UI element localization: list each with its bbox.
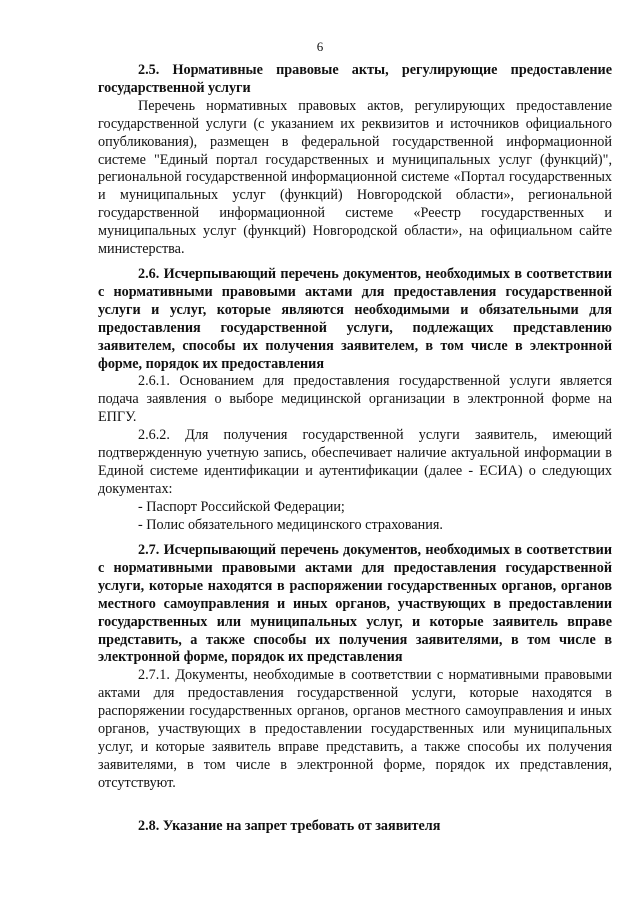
section-2-7-heading: 2.7. Исчерпывающий перечень документов, необходимых в соответствии с нормативными правовыми актами для предоставления государственной услуги, которые находятся в распоряжении государственных органов, органов местного самоуправления и иных органов, участвующих в предоставлении государственных или муниципальных услуг, и которые заявитель вправе представить, а также способы их получения заявителями, в том числе в электронной форме, порядок их представления	[98, 542, 612, 666]
section-2-6-heading: 2.6. Исчерпывающий перечень документов, необходимых в соответствии с нормативными правовыми актами для предоставления государственной услуги и услуг, которые являются необходимыми и обязательными для предоставления государственной услуги, подлежащих представлению заявителем, способы их получения заявителем, в том числе в электронной форме, порядок их предоставления	[98, 266, 612, 372]
section-2-6	[98, 266, 612, 535]
section-2-5-paragraph: Перечень нормативных правовых актов, регулирующих предоставление государственной услуги (с указанием их реквизитов и источников официального опубликования), размещен в федеральной государственной информационной системе "Единый портал государственных и муниципальных услуг (функций)", региональной государственной информационной системе «Портал государственных и муниципальных услуг (функций) Новгородской области», региональной государственной информационной системе «Реестр государственных и муниципальных услуг (функций) Новгородской области», на официальном сайте министерства.	[98, 97, 612, 258]
section-2-7	[98, 542, 612, 793]
page-number: 6	[316, 39, 324, 54]
section-2-7-1-paragraph: 2.7.1. Документы, необходимые в соответствии с нормативными правовыми актами для предоставления государственной услуги, которые находятся в распоряжении государственных органов, органов местного самоуправления и иных органов, участвующих в предоставлении государственных или муниципальных услуг, и которые заявитель вправе представить, а также способы их получения заявителями, в том числе в электронной форме, порядок их представления, отсутствуют.	[98, 667, 612, 791]
list-item-insurance-policy: - Полис обязательного медицинского страхования.	[138, 516, 443, 533]
section-2-5	[98, 62, 612, 259]
section-2-6-1-paragraph: 2.6.1. Основанием для предоставления государственной услуги является подача заявления о выборе медицинской организации в электронной форме на ЕПГУ.	[98, 373, 612, 426]
list-item-passport: - Паспорт Российской Федерации;	[138, 498, 345, 515]
section-2-6-2-paragraph: 2.6.2. Для получения государственной услуги заявитель, имеющий подтвержденную учетную запись, обеспечивает наличие актуальной информации в Единой системе идентификации и аутентификации (далее - ЕСИА) о следующих документах:	[98, 427, 612, 497]
section-2-5-heading: 2.5. Нормативные правовые акты, регулирующие предоставление государственной услуги	[98, 62, 612, 96]
section-2-8	[98, 818, 612, 836]
section-2-8-heading: 2.8. Указание на запрет требовать от заявителя	[138, 818, 441, 834]
